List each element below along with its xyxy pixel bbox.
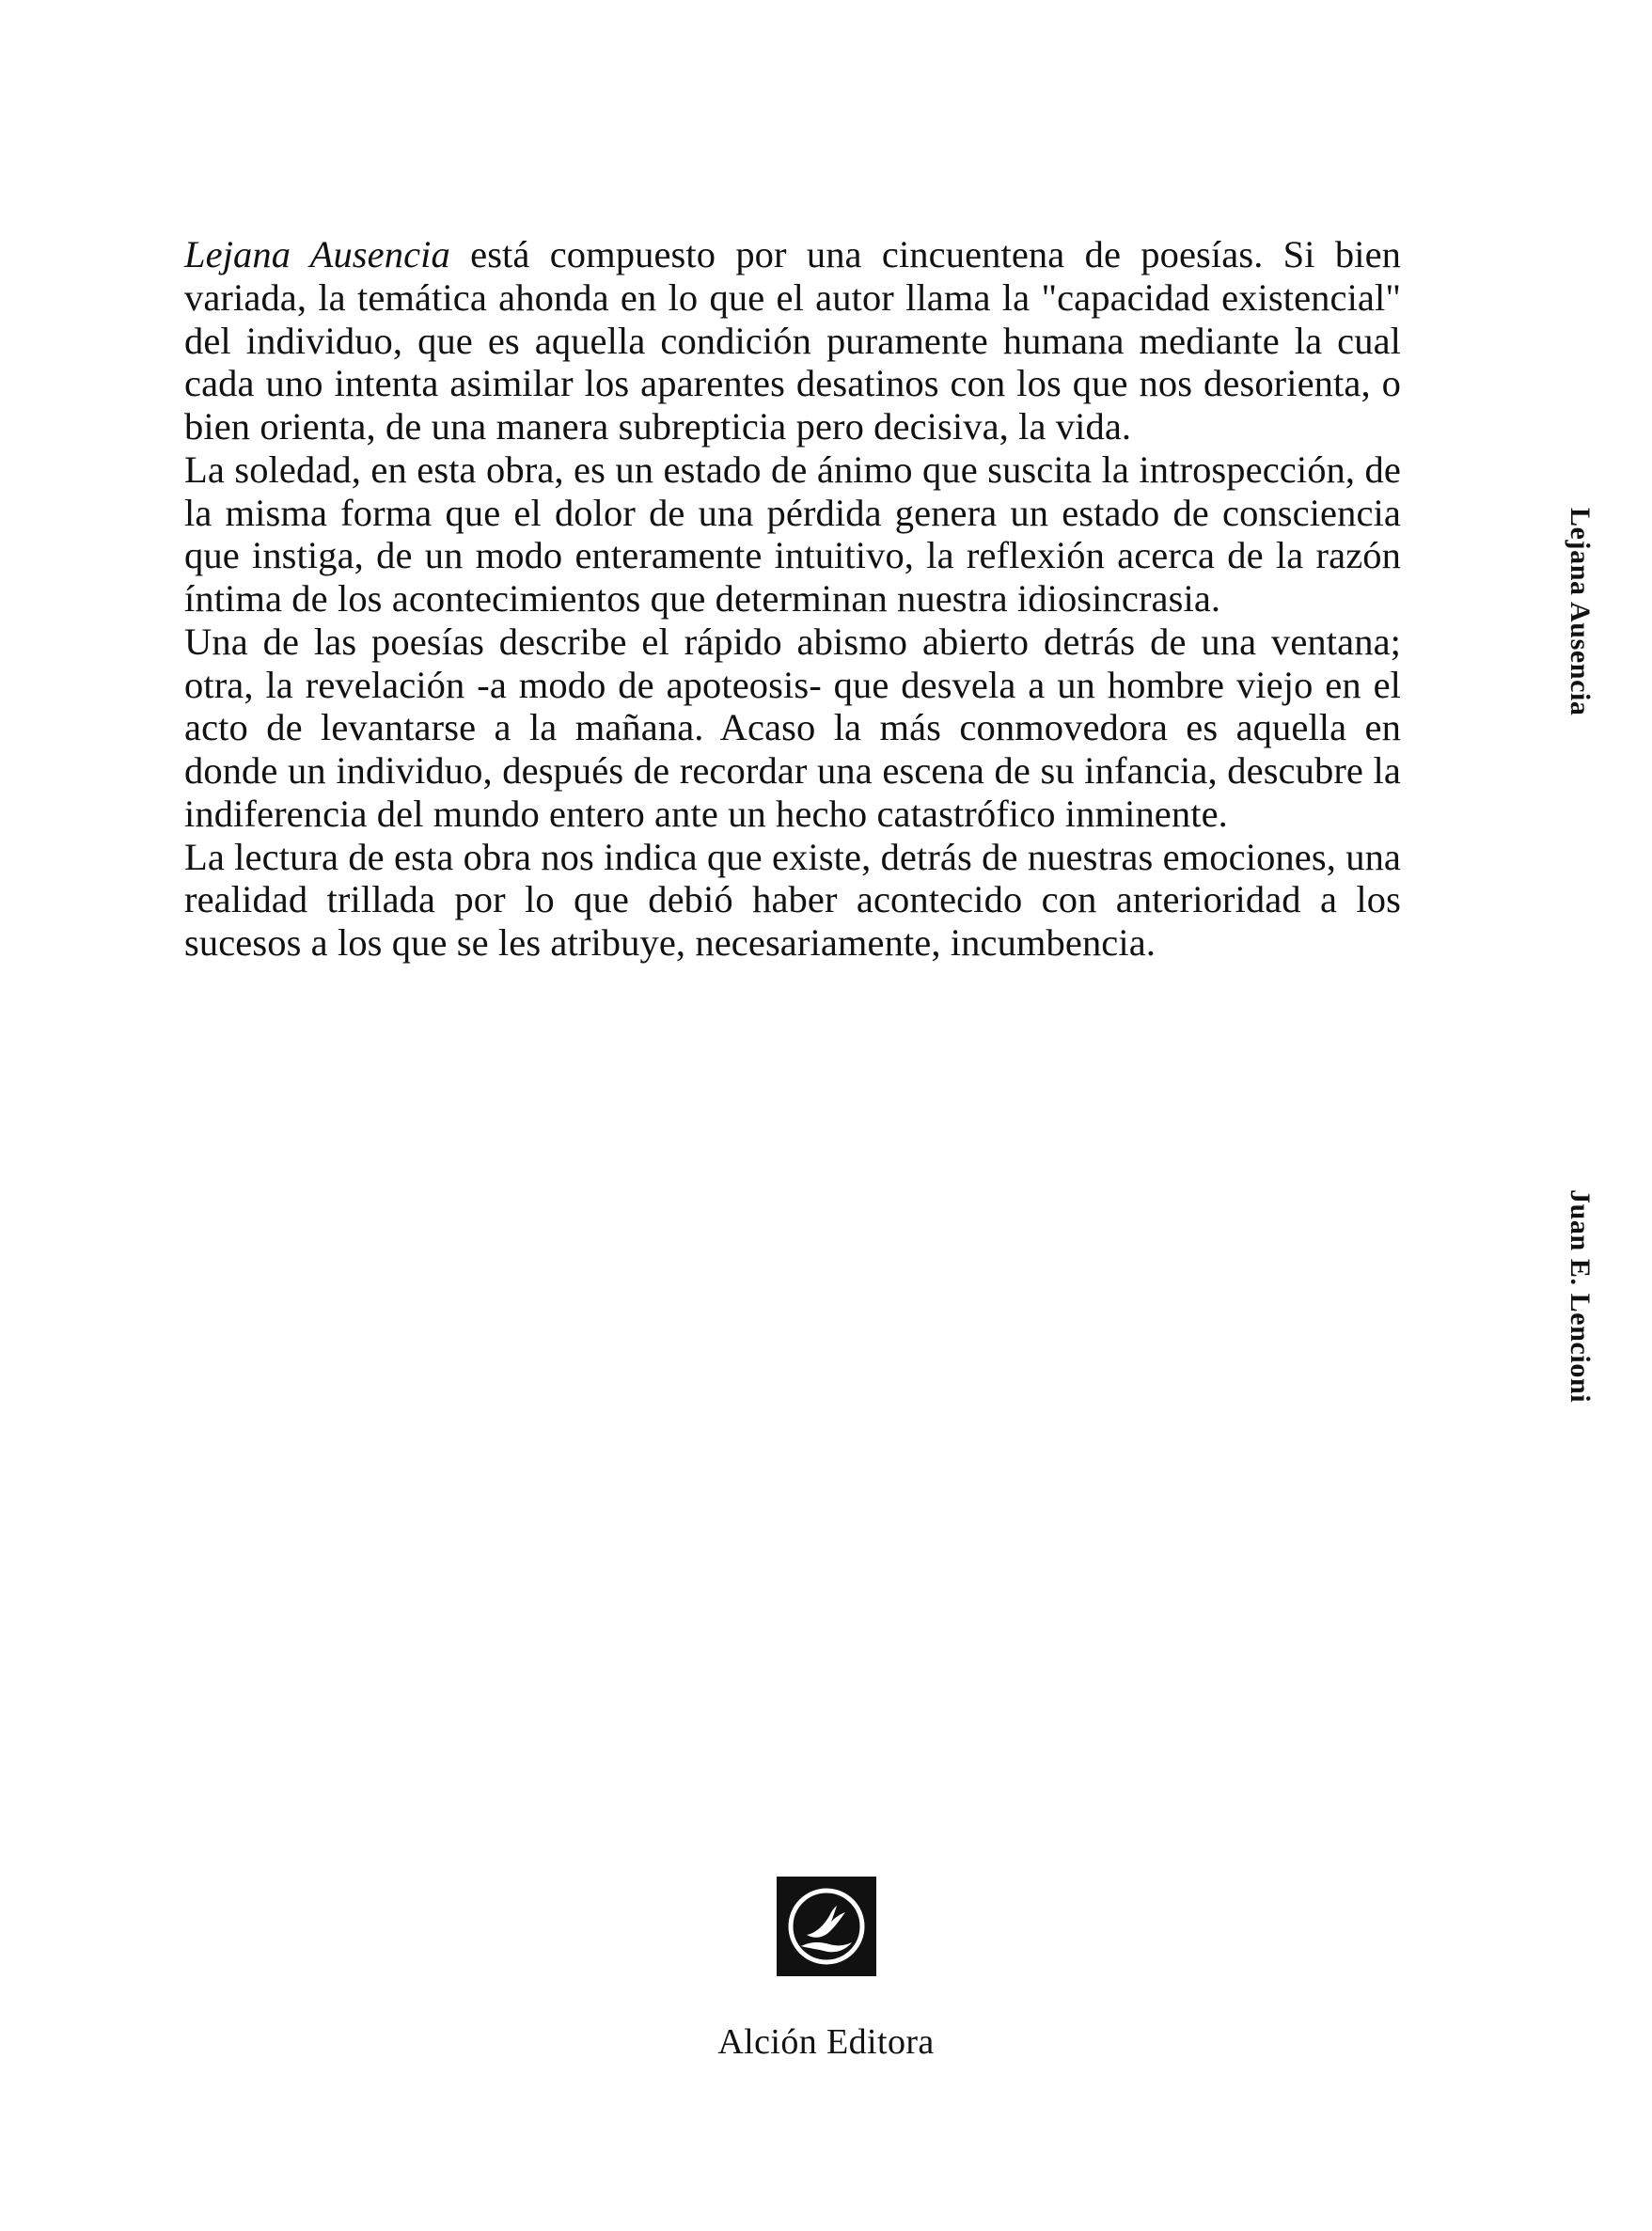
blurb-text-block	[184, 233, 1401, 965]
spine-title: Lejana Ausencia	[1565, 508, 1596, 716]
book-title-italic: Lejana Ausencia	[184, 233, 450, 275]
publisher-name: Alción Editora	[717, 2022, 935, 2062]
bird-in-circle-logo-icon	[777, 1877, 876, 1976]
blurb-paragraph-1	[184, 233, 1401, 448]
blurb-paragraph-4: La lectura de esta obra nos indica que existe, detrás de nuestras emociones, una realidad trillada por lo que debió haber acontecido con anterioridad a los sucesos a los que se les atribuye, necesariamente, incumbencia.	[184, 835, 1401, 964]
spine-author: Juan E. Lencioni	[1565, 1189, 1596, 1404]
blurb-paragraph-1-text: está compuesto por una cincuentena de poesías. Si bien variada, la temática ahonda en lo que el autor llama la "capacidad existencial" del individuo, que es aquella condición puramente humana mediante la cual cada uno intenta asimilar los aparentes desatinos con los que nos desorienta, o bien orienta, de una manera subrepticia pero decisiva, la vida.	[184, 233, 1401, 448]
blurb-paragraph-2: La soledad, en esta obra, es un estado de ánimo que suscita la introspección, de la misma forma que el dolor de una pérdida genera un estado de consciencia que instiga, de un modo enteramente intuitivo, la reflexión acerca de la razón íntima de los acontecimientos que determinan nuestra idiosincrasia.	[184, 448, 1401, 620]
blurb-paragraph-3: Una de las poesías describe el rápido abismo abierto detrás de una ventana; otra, la revelación -a modo de apoteosis- que desvela a un hombre viejo en el acto de levantarse a la mañana. Acaso la más conmovedora es aquella en donde un individuo, después de recordar una escena de su infancia, descubre la indiferencia del mundo entero ante un hecho catastrófico inminente.	[184, 620, 1401, 835]
publisher-logo-wrap	[0, 1877, 1652, 1981]
